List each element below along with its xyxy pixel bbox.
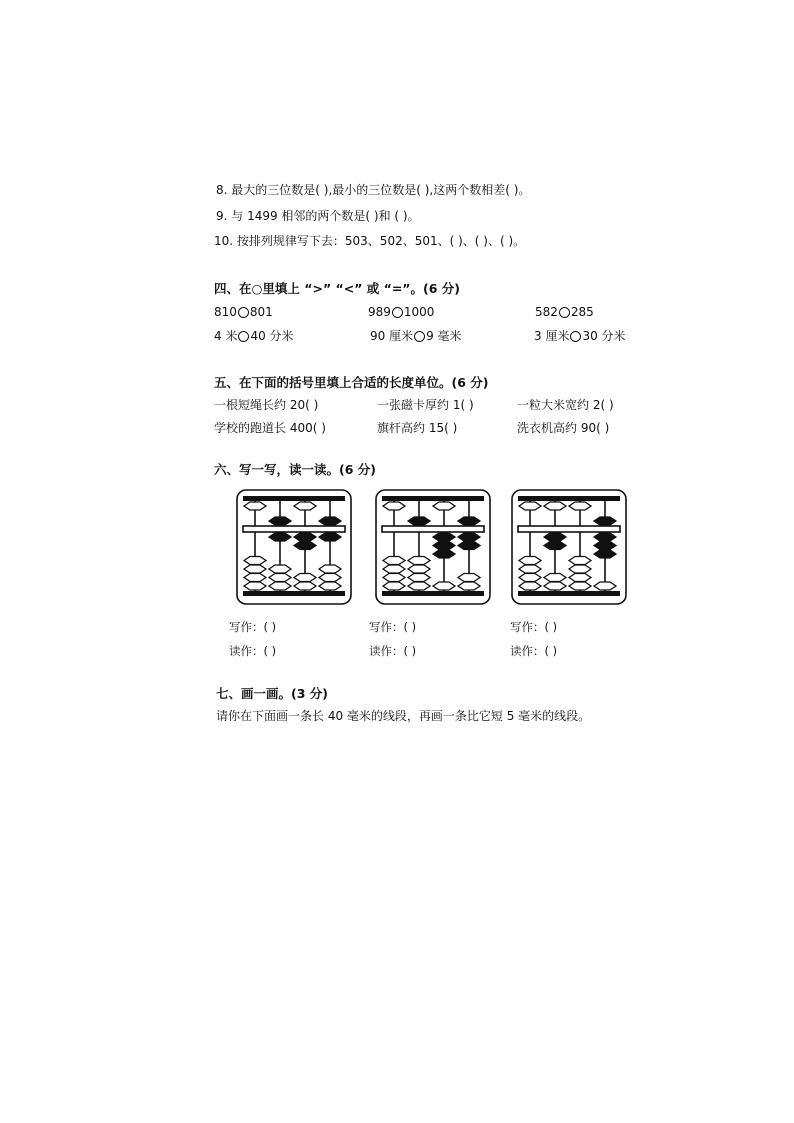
abacus-bottom-bar xyxy=(518,591,620,596)
abacus-top-bar xyxy=(518,496,620,501)
abacus-bead xyxy=(458,582,480,590)
compare-left: 4 米 xyxy=(214,329,238,343)
section-4-title: 四、在○里填上 “>” “<” 或 “=”。(6 分) xyxy=(214,281,461,296)
abacus-bead-counted xyxy=(594,542,616,550)
abacus-bead xyxy=(269,582,291,590)
abacus-bead-counted xyxy=(594,550,616,558)
abacus-1 xyxy=(235,488,353,606)
abacus-bead xyxy=(244,565,266,573)
abacus-top-bar xyxy=(382,496,484,501)
abacus-bead xyxy=(569,502,591,510)
write-answer-2[interactable]: 写作：( ) xyxy=(369,620,417,634)
abacus-bead xyxy=(544,502,566,510)
abacus-bead xyxy=(294,582,316,590)
compare-right: 801 xyxy=(249,305,273,319)
compare-item xyxy=(535,304,594,320)
compare-item xyxy=(368,304,434,320)
abacus-bead-counted xyxy=(544,533,566,541)
abacus-bead xyxy=(269,574,291,582)
write-answer-3[interactable]: 写作：( ) xyxy=(510,620,558,634)
abacus-bead xyxy=(319,582,341,590)
abacus-bead xyxy=(519,557,541,565)
abacus-bead-counted xyxy=(594,517,616,525)
unit-item: 一根短绳长约 20( ) xyxy=(214,398,319,412)
abacus-bead-counted xyxy=(269,517,291,525)
abacus-beam xyxy=(518,526,620,532)
abacus-bead-counted xyxy=(269,533,291,541)
compare-item xyxy=(370,328,462,344)
abacus-bead-counted xyxy=(458,517,480,525)
abacus-bead-counted xyxy=(458,533,480,541)
abacus-bead xyxy=(569,557,591,565)
abacus-bead xyxy=(458,574,480,582)
question-10: 10. 按排列规律写下去：503、502、501、( )、( )、( )。 xyxy=(214,234,526,248)
abacus-bead-counted xyxy=(294,533,316,541)
compare-item xyxy=(534,328,626,344)
question-8: 8. 最大的三位数是( ),最小的三位数是( ),这两个数相差( )。 xyxy=(216,183,531,197)
write-answer-1[interactable]: 写作：( ) xyxy=(229,620,277,634)
compare-left: 3 厘米 xyxy=(534,329,570,343)
unit-item: 旗杆高约 15( ) xyxy=(377,421,458,435)
abacus-bead xyxy=(594,582,616,590)
section-6-title: 六、写一写，读一读。(6 分) xyxy=(214,462,376,477)
compare-left: 989 xyxy=(368,305,391,319)
abacus-bead-counted xyxy=(458,542,480,550)
abacus-bead xyxy=(433,502,455,510)
abacus-bead xyxy=(383,557,405,565)
abacus-bottom-bar xyxy=(382,591,484,596)
abacus-bead xyxy=(408,582,430,590)
abacus-bead xyxy=(519,582,541,590)
unit-item: 学校的跑道长 400( ) xyxy=(214,421,326,435)
abacus-bead xyxy=(544,582,566,590)
read-answer-3[interactable]: 读作：( ) xyxy=(510,644,558,658)
abacus-bead xyxy=(269,565,291,573)
compare-circle[interactable] xyxy=(414,331,425,342)
abacus-bead xyxy=(383,565,405,573)
compare-item xyxy=(214,304,273,320)
abacus-bead-counted xyxy=(544,542,566,550)
compare-circle[interactable] xyxy=(570,331,581,342)
compare-right: 285 xyxy=(570,305,594,319)
abacus-bead-counted xyxy=(319,517,341,525)
abacus-3 xyxy=(510,488,628,606)
abacus-bead xyxy=(319,574,341,582)
abacus-bead xyxy=(383,574,405,582)
abacus-bead xyxy=(244,574,266,582)
abacus-bead-counted xyxy=(294,542,316,550)
abacus-bead xyxy=(519,565,541,573)
abacus-top-bar xyxy=(243,496,345,501)
compare-circle[interactable] xyxy=(392,307,403,318)
abacus-bead xyxy=(294,502,316,510)
section-5-title: 五、在下面的括号里填上合适的长度单位。(6 分) xyxy=(214,375,489,390)
compare-left: 810 xyxy=(214,305,237,319)
abacus-bead xyxy=(408,574,430,582)
abacus-beam xyxy=(382,526,484,532)
abacus-bead-counted xyxy=(433,542,455,550)
abacus-bead xyxy=(383,582,405,590)
compare-left: 90 厘米 xyxy=(370,329,414,343)
compare-right: 1000 xyxy=(403,305,435,319)
abacus-bead xyxy=(519,502,541,510)
unit-item: 一粒大米宽约 2( ) xyxy=(517,398,614,412)
abacus-bead-counted xyxy=(319,533,341,541)
abacus-bead xyxy=(544,574,566,582)
question-9: 9. 与 1499 相邻的两个数是( )和 ( )。 xyxy=(216,209,420,223)
abacus-bead-counted xyxy=(433,550,455,558)
abacus-bottom-bar xyxy=(243,591,345,596)
compare-left: 582 xyxy=(535,305,558,319)
abacus-bead xyxy=(569,565,591,573)
abacus-bead xyxy=(519,574,541,582)
compare-circle[interactable] xyxy=(238,331,249,342)
abacus-bead xyxy=(244,582,266,590)
abacus-bead-counted xyxy=(408,517,430,525)
abacus-bead xyxy=(408,565,430,573)
unit-item: 一张磁卡厚约 1( ) xyxy=(377,398,474,412)
compare-right: 30 分米 xyxy=(582,329,626,343)
abacus-bead xyxy=(244,502,266,510)
abacus-bead-counted xyxy=(433,533,455,541)
abacus-bead xyxy=(244,557,266,565)
abacus-bead xyxy=(319,565,341,573)
abacus-bead-counted xyxy=(594,533,616,541)
compare-circle[interactable] xyxy=(238,307,249,318)
read-answer-1[interactable]: 读作：( ) xyxy=(229,644,277,658)
abacus-bead xyxy=(294,574,316,582)
compare-right: 9 毫米 xyxy=(426,329,462,343)
section-7-title: 七、画一画。(3 分) xyxy=(216,686,328,701)
abacus-bead xyxy=(383,502,405,510)
abacus-bead xyxy=(569,582,591,590)
compare-right: 40 分米 xyxy=(250,329,294,343)
abacus-2 xyxy=(374,488,492,606)
unit-item: 洗衣机高约 90( ) xyxy=(517,421,610,435)
abacus-bead xyxy=(433,582,455,590)
section-7-instruction: 请你在下面画一条长 40 毫米的线段，再画一条比它短 5 毫米的线段。 xyxy=(216,709,591,723)
compare-circle[interactable] xyxy=(559,307,570,318)
read-answer-2[interactable]: 读作：( ) xyxy=(369,644,417,658)
abacus-beam xyxy=(243,526,345,532)
compare-item xyxy=(214,328,294,344)
abacus-bead xyxy=(408,557,430,565)
abacus-bead xyxy=(569,574,591,582)
